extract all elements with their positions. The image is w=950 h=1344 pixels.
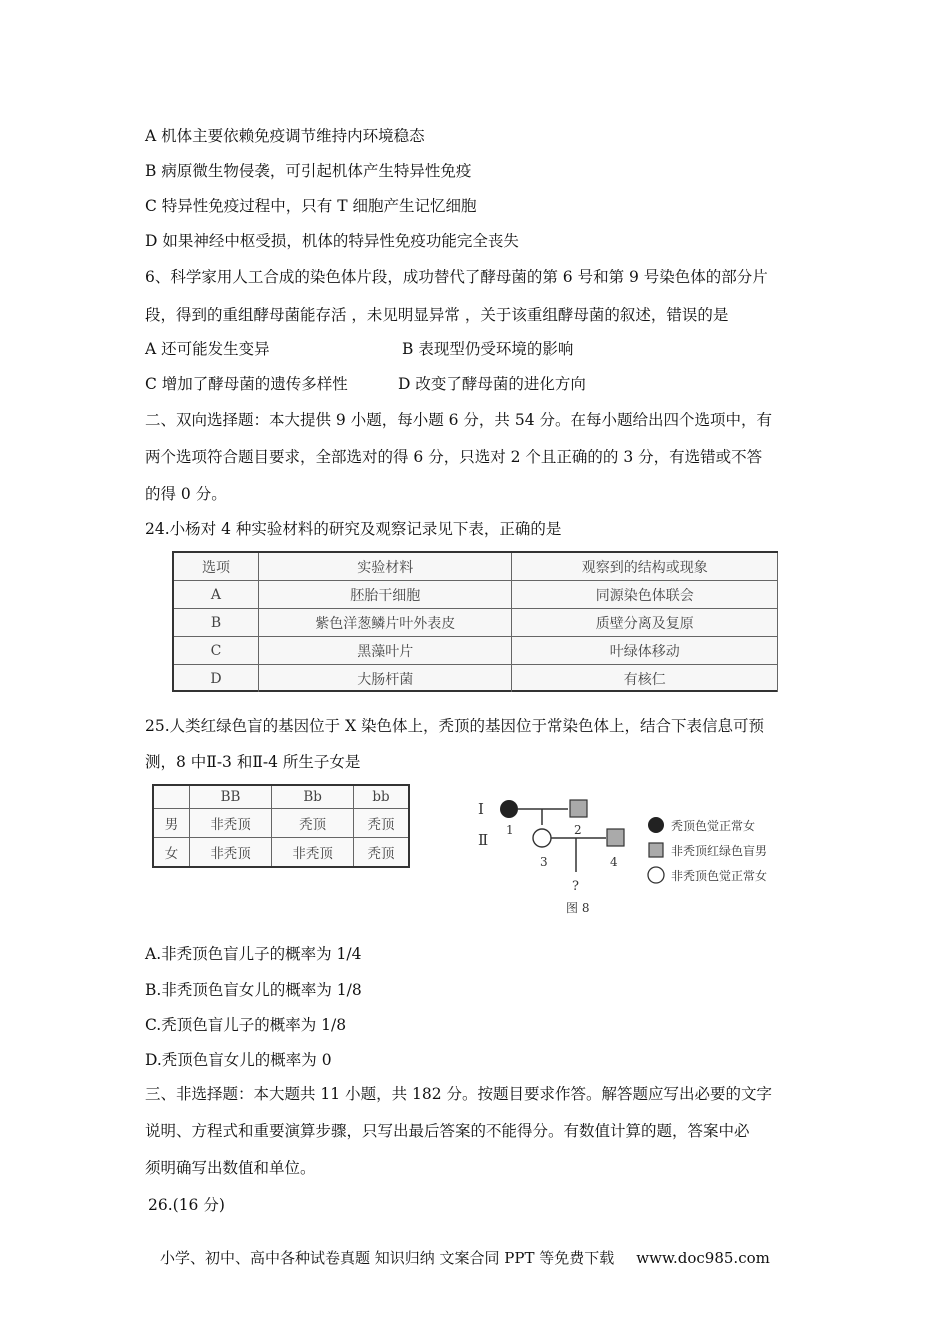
answer-d: D.秃顶色盲女儿的概率为 0 [145,1051,332,1069]
answer-b: B.非秃顶色盲女儿的概率为 1/8 [145,981,362,999]
figure-caption: 图 8 [566,901,590,915]
table-cell: 非秃顶 [190,838,272,866]
individual-label: 2 [574,823,582,837]
footer [160,1247,770,1268]
table-header-cell [154,786,190,809]
table-header-cell: 观察到的结构或现象 [512,553,778,581]
question-6-option-c: C 增加了酵母菌的遗传多样性 [145,375,348,393]
table-header-cell: bb [354,786,408,809]
pedigree-chart [470,782,810,922]
question-24: 24.小杨对 4 种实验材料的研究及观察记录见下表，正确的是 [145,520,562,538]
table-cell: 质壁分离及复原 [512,609,778,637]
table-row [154,838,408,866]
question-26: 26.(16 分) [148,1196,225,1214]
answer-a: A.非秃顶色盲儿子的概率为 1/4 [145,945,362,963]
footer-text: 小学、初中、高中各种试卷真题 知识归纳 文案合同 PPT 等免费下载 [160,1249,615,1267]
individual-label: 3 [540,855,548,869]
table-header-row [154,786,408,809]
question-25-line2: 测，8 中Ⅱ-3 和Ⅱ-4 所生子女是 [145,753,361,771]
legend-symbol [649,843,663,857]
generation-1-label: Ⅰ [478,800,484,818]
table-header-row [174,553,778,581]
table-cell: 叶绿体移动 [512,637,778,665]
table-cell: 秃顶 [354,838,408,866]
individual-ii3 [533,829,551,847]
legend-label: 非秃顶红绿色盲男 [671,844,768,858]
generation-2-label: Ⅱ [478,831,489,849]
table-cell: 非秃顶 [272,838,354,866]
table-cell: 紫色洋葱鳞片叶外表皮 [258,609,511,637]
footer-url[interactable]: www.doc985.com [636,1249,770,1267]
answer-c: C.秃顶色盲儿子的概率为 1/8 [145,1016,347,1034]
table-cell: 秃顶 [354,809,408,838]
unknown-offspring: ? [572,879,579,894]
table-header-cell: BB [190,786,272,809]
table-cell: 非秃顶 [190,809,272,838]
question-6-line2: 段，得到的重组酵母菌能存活 ，未见明显异常 ，关于该重组酵母菌的叙述，错误的是 [145,306,729,324]
legend-label: 非秃顶色觉正常女 [671,869,768,883]
section-3-line2: 说明、方程式和重要演算步骤，只写出最后答案的不能得分。有数值计算的题，答案中必 [145,1122,750,1140]
individual-i1 [500,800,518,818]
table-cell: A [174,581,258,609]
table-row [174,609,778,637]
table-row [154,809,408,838]
section-3-line1: 三、非选择题：本大题共 11 小题，共 182 分。按题目要求作答。解答题应写出必要的文字 [145,1085,773,1103]
individual-label: 4 [610,855,618,869]
individual-i2 [570,800,587,817]
table-cell: D [174,665,258,693]
table-cell: 胚胎干细胞 [258,581,511,609]
table-cell: 秃顶 [272,809,354,838]
table-cell: 有核仁 [512,665,778,693]
question-6-option-a: A 还可能发生变异 [145,340,270,358]
table-24 [172,551,778,692]
individual-label: 1 [506,823,514,837]
table-cell: 女 [154,838,190,866]
legend-symbol [648,867,664,883]
table-cell: B [174,609,258,637]
option-c-5: C 特异性免疫过程中，只有 T 细胞产生记忆细胞 [145,197,477,215]
option-d-5: D 如果神经中枢受损，机体的特异性免疫功能完全丧失 [145,232,519,250]
table-cell: C [174,637,258,665]
question-6-option-d: D 改变了酵母菌的进化方向 [398,375,586,393]
table-row [174,581,778,609]
table-cell: 黑藻叶片 [258,637,511,665]
legend-label: 秃顶色觉正常女 [671,819,756,833]
option-b-5: B 病原微生物侵袭，可引起机体产生特异性免疫 [145,162,472,180]
section-3-line3: 须明确写出数值和单位。 [145,1159,316,1177]
table-header-cell: 实验材料 [258,553,511,581]
question-25-line1: 25.人类红绿色盲的基因位于 X 染色体上，秃顶的基因位于常染色体上，结合下表信息可预 [145,717,765,735]
section-2-line1: 二、双向选择题：本大提供 9 小题，每小题 6 分，共 54 分。在每小题给出四个选项中，有 [145,411,773,429]
table-25 [152,784,410,868]
question-6-option-b: B 表现型仍受环境的影响 [402,340,574,358]
individual-ii4 [607,829,624,846]
question-6-line1: 6、科学家用人工合成的染色体片段，成功替代了酵母菌的第 6 号和第 9 号染色体的部分片 [145,268,768,286]
table-row [174,665,778,693]
section-2-line2: 两个选项符合题目要求，全部选对的得 6 分，只选对 2 个且正确的的 3 分，有选错或不答 [145,448,763,466]
table-row [174,637,778,665]
option-a-5: A 机体主要依赖免疫调节维持内环境稳态 [145,127,425,145]
table-header-cell: 选项 [174,553,258,581]
table-cell: 同源染色体联会 [512,581,778,609]
legend-symbol [648,817,664,833]
table-header-cell: Bb [272,786,354,809]
section-2-line3: 的得 0 分。 [145,485,227,503]
table-cell: 男 [154,809,190,838]
table-cell: 大肠杆菌 [258,665,511,693]
